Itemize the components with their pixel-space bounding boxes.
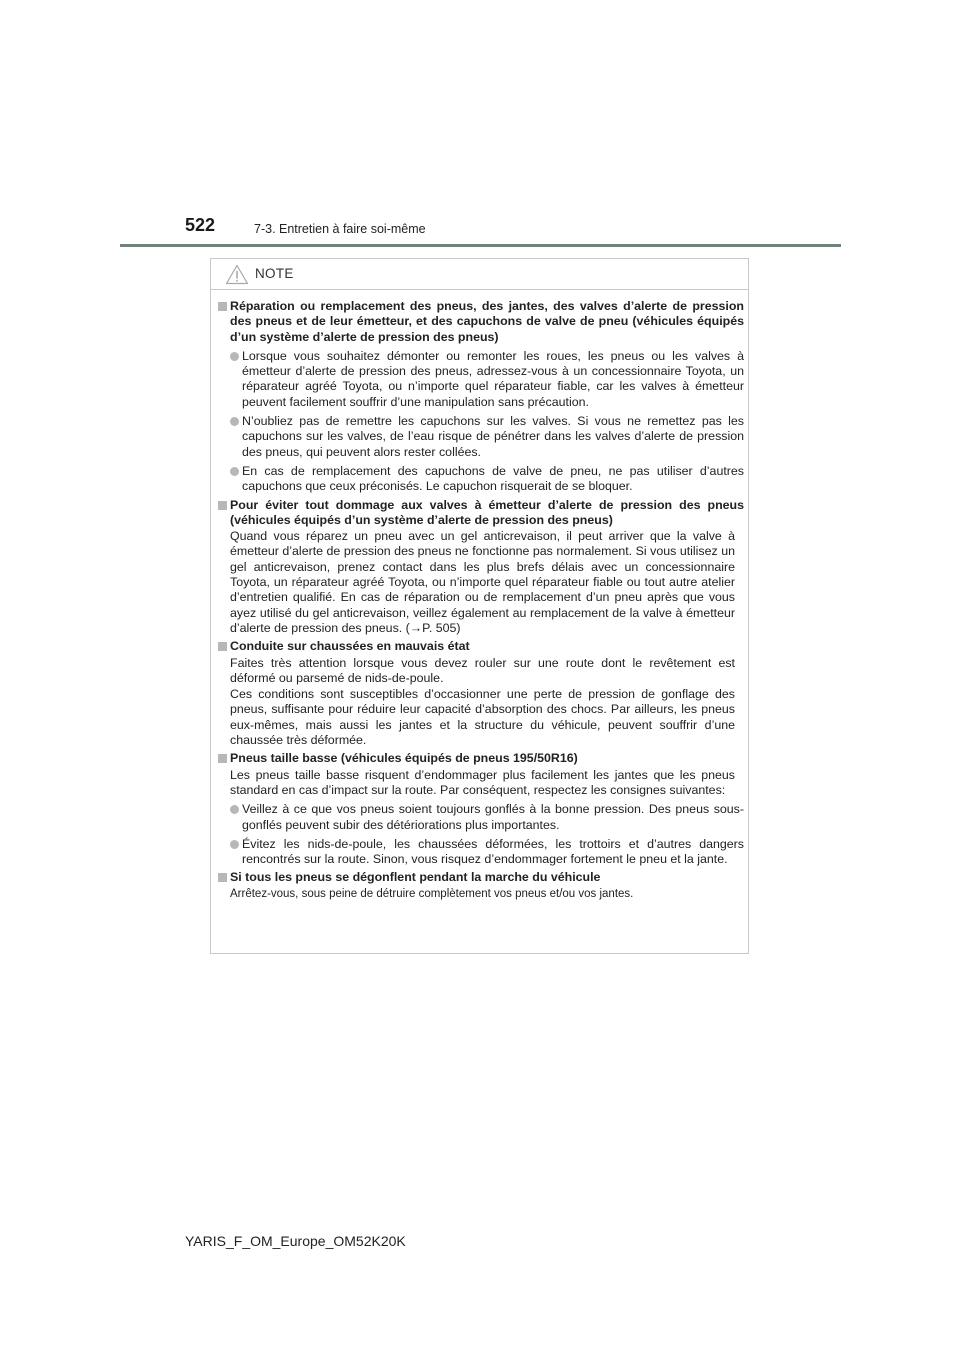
section-paragraph: Quand vous réparez un pneu avec un gel anticrevaison, il peut arriver que la valve à émetteur d’alerte de pression des pneus ne fonctionne pas normalement. Si vous utilisez un gel anticrevaison, prenez contact dans les plus brefs délais avec un concessionnaire Toyota, un réparateur agréé Toyota, ou n’importe quel réparateur fiable ou tout autre atelier d’entretien qualifié. En cas de réparation ou de remplacement d’un pneu après que vous ayez utilisé du gel anticrevaison, veillez également au remplacement de la valve à émetteur d’alerte de pression des pneus. (→P. 505) bbox=[230, 529, 735, 635]
note-section bbox=[216, 639, 744, 748]
note-label: NOTE bbox=[255, 266, 294, 281]
bullet-text: En cas de remplacement des capuchons de valve de pneu, ne pas utiliser d’autres capuchons que ceux préconisés. Le capuchon risquerait de se bloquer. bbox=[242, 463, 744, 494]
warning-triangle-icon bbox=[225, 264, 249, 285]
bullet-text: N’oubliez pas de remettre les capuchons sur les valves. Si vous ne remettez pas les capuchons sur les valves, de l’eau risque de pénétrer dans les valves d’alerte de pression des pneus, qui peuvent alors rester collées. bbox=[242, 414, 744, 459]
section-title: 7-3. Entretien à faire soi-même bbox=[254, 222, 426, 236]
section-paragraph: Arrêtez-vous, sous peine de détruire complètement vos pneus et/ou vos jantes. bbox=[230, 887, 634, 900]
document-code: YARIS_F_OM_Europe_OM52K20K bbox=[185, 1233, 406, 1249]
bullet-item bbox=[230, 414, 744, 460]
note-body bbox=[216, 299, 744, 905]
note-section bbox=[216, 498, 744, 637]
bullet-item bbox=[230, 837, 744, 868]
section-heading: Pour éviter tout dommage aux valves à émetteur d’alerte de pression des pneus (véhicules équipés d’un système d’alerte de pression des pneus) bbox=[230, 497, 744, 527]
page-number: 522 bbox=[185, 215, 216, 235]
bullet-text: Lorsque vous souhaitez démonter ou remonter les roues, les pneus ou les valves à émetteur d’alerte de pression des pneus, adressez-vous à un concessionnaire Toyota, un réparateur agréé Toyota, ou n’importe quel réparateur fiable, car les valves à émetteur peuvent facilement souffrir d’une manipulation sans précaution. bbox=[242, 348, 744, 409]
section-paragraph: Faites très attention lorsque vous devez rouler sur une route dont le revêtement est déformé ou parsemé de nids-de-poule. bbox=[230, 655, 735, 685]
bullet-text: Veillez à ce que vos pneus soient toujours gonflés à la bonne pression. Des pneus sous-gonflés peuvent subir des détériorations plus importantes. bbox=[242, 802, 744, 832]
section-heading: Réparation ou remplacement des pneus, des jantes, des valves d’alerte de pression des pneus et de leur émetteur, et des capuchons de valve de pneu (véhicules équipés d’un système d’alerte de pression des pneus) bbox=[230, 299, 744, 344]
round-bullet-icon bbox=[230, 840, 239, 849]
section-heading: Conduite sur chaussées en mauvais état bbox=[230, 639, 470, 654]
square-bullet-icon bbox=[218, 642, 227, 651]
section-paragraph: Ces conditions sont susceptibles d’occasionner une perte de pression de gonflage des pneus, suffisante pour réduire leur capacité d’absorption des chocs. Par ailleurs, les pneus eux-mêmes, mais aussi les jantes et la structure du véhicule, peuvent souffrir d’une chaussée très déformée. bbox=[230, 687, 735, 748]
section-heading: Si tous les pneus se dégonflent pendant la marche du véhicule bbox=[230, 870, 601, 885]
round-bullet-icon bbox=[230, 467, 239, 476]
bullet-item bbox=[230, 464, 744, 495]
section-heading: Pneus taille basse (véhicules équipés de pneus 195/50R16) bbox=[230, 751, 578, 766]
round-bullet-icon bbox=[230, 805, 239, 814]
header-rule bbox=[120, 244, 841, 247]
bullet-item bbox=[230, 349, 744, 410]
note-section bbox=[216, 751, 744, 867]
round-bullet-icon bbox=[230, 352, 239, 361]
section-paragraph: Les pneus taille basse risquent d’endommager plus facilement les jantes que les pneus standard en cas d’impact sur la route. Par conséquent, respectez les consignes suivantes: bbox=[230, 767, 735, 797]
round-bullet-icon bbox=[230, 417, 239, 426]
square-bullet-icon bbox=[218, 302, 227, 311]
bullet-item bbox=[230, 802, 744, 833]
note-section bbox=[216, 299, 744, 495]
note-header bbox=[211, 259, 748, 290]
bullet-text: Évitez les nids-de-poule, les chaussées déformées, les trottoirs et d’autres dangers rencontrés sur la route. Sinon, vous risquez d’endommager fortement le pneu et la jante. bbox=[242, 836, 744, 867]
note-section bbox=[216, 870, 744, 902]
square-bullet-icon bbox=[218, 873, 227, 882]
square-bullet-icon bbox=[218, 501, 227, 510]
note-box bbox=[210, 258, 749, 954]
square-bullet-icon bbox=[218, 754, 227, 763]
